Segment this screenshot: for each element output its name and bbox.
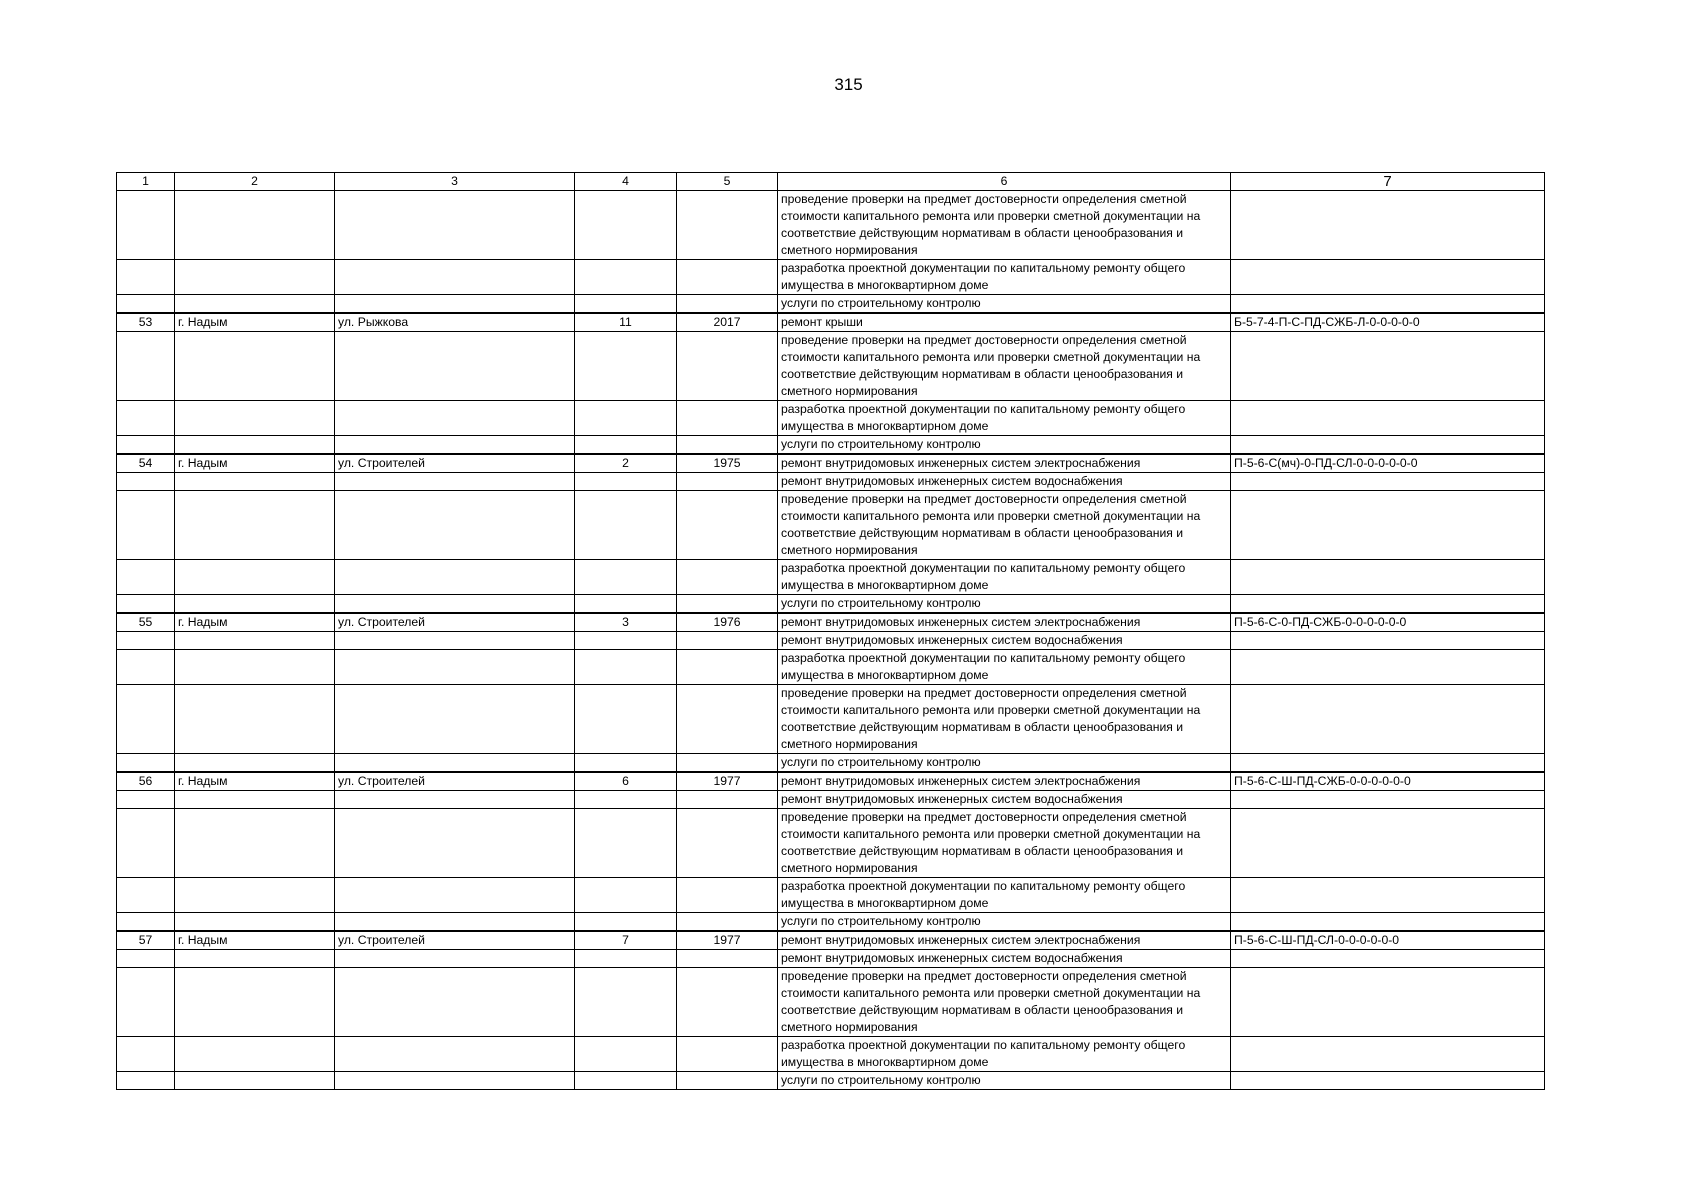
building-code-cell: П-5-6-С(мч)-0-ПД-СЛ-0-0-0-0-0-0	[1231, 454, 1545, 473]
building-code-cell	[1231, 191, 1545, 260]
city-cell	[175, 473, 335, 491]
year-cell	[677, 295, 778, 314]
row-number-cell	[117, 595, 175, 614]
work-type-cell: разработка проектной документации по капитальному ремонту общего имущества в многоквартирном доме	[778, 560, 1231, 595]
street-cell	[335, 191, 575, 260]
table-row	[117, 878, 1545, 913]
work-type-cell: проведение проверки на предмет достоверности определения сметной стоимости капитального ремонта или проверки сметной документации на соответствие действующим нормативам в области ценообразования и сметного нормирования	[778, 968, 1231, 1037]
street-cell: ул. Строителей	[335, 454, 575, 473]
work-type-cell: ремонт внутридомовых инженерных систем электроснабжения	[778, 454, 1231, 473]
house-number-cell: 7	[575, 931, 677, 950]
street-cell: ул. Рыжкова	[335, 313, 575, 332]
row-number-cell	[117, 913, 175, 932]
city-cell	[175, 878, 335, 913]
city-cell: г. Надым	[175, 313, 335, 332]
city-cell	[175, 595, 335, 614]
table-row	[117, 332, 1545, 401]
building-code-cell	[1231, 295, 1545, 314]
table-row	[117, 968, 1545, 1037]
building-code-cell	[1231, 260, 1545, 295]
year-cell: 2017	[677, 313, 778, 332]
work-type-cell: проведение проверки на предмет достоверности определения сметной стоимости капитального ремонта или проверки сметной документации на соответствие действующим нормативам в области ценообразования и сметного нормирования	[778, 491, 1231, 560]
street-cell	[335, 950, 575, 968]
row-number-cell	[117, 260, 175, 295]
header-cell-4: 4	[575, 173, 677, 191]
row-number-cell	[117, 878, 175, 913]
building-code-cell	[1231, 809, 1545, 878]
street-cell	[335, 878, 575, 913]
building-code-cell: П-5-6-С-Ш-ПД-СЖБ-0-0-0-0-0-0	[1231, 772, 1545, 791]
city-cell	[175, 1037, 335, 1072]
house-number-cell	[575, 191, 677, 260]
building-code-cell: Б-5-7-4-П-С-ПД-СЖБ-Л-0-0-0-0-0	[1231, 313, 1545, 332]
house-number-cell	[575, 685, 677, 754]
table-row	[117, 560, 1545, 595]
building-code-cell	[1231, 913, 1545, 932]
table-row	[117, 473, 1545, 491]
building-code-cell	[1231, 332, 1545, 401]
house-number-cell: 2	[575, 454, 677, 473]
house-number-cell	[575, 913, 677, 932]
house-number-cell	[575, 595, 677, 614]
building-code-cell	[1231, 950, 1545, 968]
row-number-cell	[117, 295, 175, 314]
year-cell	[677, 685, 778, 754]
city-cell	[175, 295, 335, 314]
row-number-cell	[117, 754, 175, 773]
row-number-cell	[117, 1037, 175, 1072]
row-number-cell	[117, 650, 175, 685]
building-code-cell	[1231, 436, 1545, 455]
year-cell	[677, 436, 778, 455]
row-number-cell	[117, 791, 175, 809]
year-cell	[677, 632, 778, 650]
row-number-cell: 54	[117, 454, 175, 473]
house-number-cell	[575, 295, 677, 314]
table-row	[117, 454, 1545, 473]
table-row	[117, 650, 1545, 685]
city-cell	[175, 632, 335, 650]
street-cell	[335, 650, 575, 685]
table-body	[117, 191, 1545, 1090]
house-number-cell	[575, 968, 677, 1037]
work-type-cell: услуги по строительному контролю	[778, 913, 1231, 932]
table-row	[117, 313, 1545, 332]
year-cell	[677, 491, 778, 560]
house-number-cell	[575, 878, 677, 913]
city-cell	[175, 560, 335, 595]
city-cell	[175, 332, 335, 401]
house-number-cell	[575, 650, 677, 685]
year-cell	[677, 595, 778, 614]
house-number-cell	[575, 791, 677, 809]
year-cell	[677, 650, 778, 685]
work-type-cell: ремонт внутридомовых инженерных систем водоснабжения	[778, 791, 1231, 809]
work-type-cell: проведение проверки на предмет достоверности определения сметной стоимости капитального ремонта или проверки сметной документации на соответствие действующим нормативам в области ценообразования и сметного нормирования	[778, 332, 1231, 401]
table-row	[117, 191, 1545, 260]
street-cell	[335, 791, 575, 809]
year-cell	[677, 560, 778, 595]
row-number-cell	[117, 632, 175, 650]
house-number-cell	[575, 332, 677, 401]
building-code-cell	[1231, 754, 1545, 773]
year-cell	[677, 260, 778, 295]
street-cell: ул. Строителей	[335, 613, 575, 632]
row-number-cell	[117, 1072, 175, 1090]
table-row	[117, 260, 1545, 295]
street-cell	[335, 491, 575, 560]
work-type-cell: ремонт внутридомовых инженерных систем водоснабжения	[778, 473, 1231, 491]
table-row	[117, 613, 1545, 632]
house-number-cell	[575, 809, 677, 878]
city-cell	[175, 401, 335, 436]
table-row	[117, 913, 1545, 932]
row-number-cell	[117, 401, 175, 436]
building-code-cell	[1231, 791, 1545, 809]
year-cell	[677, 332, 778, 401]
house-number-cell	[575, 950, 677, 968]
city-cell	[175, 950, 335, 968]
work-type-cell: ремонт внутридомовых инженерных систем электроснабжения	[778, 613, 1231, 632]
header-cell-3: 3	[335, 173, 575, 191]
work-type-cell: услуги по строительному контролю	[778, 1072, 1231, 1090]
work-type-cell: проведение проверки на предмет достоверности определения сметной стоимости капитального ремонта или проверки сметной документации на соответствие действующим нормативам в области ценообразования и сметного нормирования	[778, 685, 1231, 754]
header-cell-1: 1	[117, 173, 175, 191]
street-cell	[335, 436, 575, 455]
header-cell-5: 5	[677, 173, 778, 191]
building-code-cell	[1231, 473, 1545, 491]
year-cell: 1975	[677, 454, 778, 473]
work-type-cell: ремонт внутридомовых инженерных систем водоснабжения	[778, 632, 1231, 650]
table-row	[117, 685, 1545, 754]
house-number-cell	[575, 260, 677, 295]
table-row	[117, 809, 1545, 878]
city-cell	[175, 1072, 335, 1090]
table-row	[117, 595, 1545, 614]
year-cell	[677, 191, 778, 260]
work-type-cell: услуги по строительному контролю	[778, 754, 1231, 773]
city-cell	[175, 436, 335, 455]
year-cell	[677, 968, 778, 1037]
street-cell	[335, 295, 575, 314]
house-number-cell	[575, 560, 677, 595]
building-code-cell	[1231, 401, 1545, 436]
table-row	[117, 772, 1545, 791]
house-number-cell	[575, 401, 677, 436]
row-number-cell	[117, 950, 175, 968]
city-cell	[175, 491, 335, 560]
building-code-cell	[1231, 595, 1545, 614]
street-cell	[335, 1072, 575, 1090]
street-cell	[335, 1037, 575, 1072]
header-cell-6: 6	[778, 173, 1231, 191]
city-cell	[175, 791, 335, 809]
building-code-cell	[1231, 491, 1545, 560]
year-cell	[677, 809, 778, 878]
house-number-cell	[575, 632, 677, 650]
house-number-cell: 3	[575, 613, 677, 632]
table-row	[117, 931, 1545, 950]
street-cell	[335, 473, 575, 491]
work-type-cell: ремонт крыши	[778, 313, 1231, 332]
street-cell	[335, 685, 575, 754]
page-number: 315	[834, 75, 863, 94]
building-code-cell	[1231, 685, 1545, 754]
street-cell	[335, 595, 575, 614]
work-type-cell: разработка проектной документации по капитальному ремонту общего имущества в многоквартирном доме	[778, 650, 1231, 685]
row-number-cell: 56	[117, 772, 175, 791]
row-number-cell	[117, 191, 175, 260]
row-number-cell	[117, 809, 175, 878]
street-cell	[335, 560, 575, 595]
table-row	[117, 1072, 1545, 1090]
header-cell-7: 7	[1231, 173, 1545, 191]
street-cell	[335, 260, 575, 295]
street-cell	[335, 401, 575, 436]
table-row	[117, 436, 1545, 455]
house-number-cell	[575, 1072, 677, 1090]
city-cell	[175, 968, 335, 1037]
building-code-cell	[1231, 560, 1545, 595]
table-row	[117, 791, 1545, 809]
year-cell	[677, 1072, 778, 1090]
work-type-cell: услуги по строительному контролю	[778, 595, 1231, 614]
work-type-cell: ремонт внутридомовых инженерных систем электроснабжения	[778, 772, 1231, 791]
year-cell	[677, 401, 778, 436]
work-type-cell: разработка проектной документации по капитальному ремонту общего имущества в многоквартирном доме	[778, 260, 1231, 295]
row-number-cell	[117, 491, 175, 560]
street-cell: ул. Строителей	[335, 931, 575, 950]
row-number-cell	[117, 436, 175, 455]
row-number-cell	[117, 560, 175, 595]
work-type-cell: услуги по строительному контролю	[778, 436, 1231, 455]
house-number-cell: 6	[575, 772, 677, 791]
work-type-cell: ремонт внутридомовых инженерных систем водоснабжения	[778, 950, 1231, 968]
street-cell	[335, 754, 575, 773]
city-cell	[175, 685, 335, 754]
work-type-cell: разработка проектной документации по капитальному ремонту общего имущества в многоквартирном доме	[778, 878, 1231, 913]
row-number-cell	[117, 968, 175, 1037]
year-cell	[677, 473, 778, 491]
city-cell	[175, 260, 335, 295]
work-type-cell: разработка проектной документации по капитальному ремонту общего имущества в многоквартирном доме	[778, 1037, 1231, 1072]
row-number-cell: 53	[117, 313, 175, 332]
year-cell	[677, 913, 778, 932]
city-cell	[175, 809, 335, 878]
table-row	[117, 1037, 1545, 1072]
building-code-cell	[1231, 1072, 1545, 1090]
city-cell	[175, 913, 335, 932]
city-cell	[175, 754, 335, 773]
city-cell: г. Надым	[175, 772, 335, 791]
year-cell: 1977	[677, 772, 778, 791]
repair-schedule-table	[116, 172, 1545, 1090]
work-type-cell: проведение проверки на предмет достоверности определения сметной стоимости капитального ремонта или проверки сметной документации на соответствие действующим нормативам в области ценообразования и сметного нормирования	[778, 809, 1231, 878]
year-cell: 1977	[677, 931, 778, 950]
house-number-cell	[575, 491, 677, 560]
street-cell	[335, 809, 575, 878]
city-cell	[175, 650, 335, 685]
street-cell	[335, 913, 575, 932]
table-row	[117, 491, 1545, 560]
building-code-cell	[1231, 1037, 1545, 1072]
building-code-cell	[1231, 650, 1545, 685]
city-cell: г. Надым	[175, 931, 335, 950]
table-row	[117, 632, 1545, 650]
table-row	[117, 754, 1545, 773]
building-code-cell: П-5-6-С-Ш-ПД-СЛ-0-0-0-0-0-0	[1231, 931, 1545, 950]
row-number-cell	[117, 332, 175, 401]
year-cell	[677, 950, 778, 968]
header-row	[117, 173, 1545, 191]
work-type-cell: разработка проектной документации по капитальному ремонту общего имущества в многоквартирном доме	[778, 401, 1231, 436]
house-number-cell	[575, 436, 677, 455]
work-type-cell: ремонт внутридомовых инженерных систем электроснабжения	[778, 931, 1231, 950]
house-number-cell	[575, 754, 677, 773]
city-cell	[175, 191, 335, 260]
row-number-cell	[117, 473, 175, 491]
row-number-cell	[117, 685, 175, 754]
work-type-cell: услуги по строительному контролю	[778, 295, 1231, 314]
building-code-cell	[1231, 878, 1545, 913]
row-number-cell: 57	[117, 931, 175, 950]
house-number-cell: 11	[575, 313, 677, 332]
table-row	[117, 401, 1545, 436]
table-row	[117, 295, 1545, 314]
house-number-cell	[575, 1037, 677, 1072]
building-code-cell	[1231, 968, 1545, 1037]
building-code-cell: П-5-6-С-0-ПД-СЖБ-0-0-0-0-0-0	[1231, 613, 1545, 632]
house-number-cell	[575, 473, 677, 491]
year-cell: 1976	[677, 613, 778, 632]
city-cell: г. Надым	[175, 454, 335, 473]
row-number-cell: 55	[117, 613, 175, 632]
year-cell	[677, 878, 778, 913]
street-cell	[335, 968, 575, 1037]
street-cell: ул. Строителей	[335, 772, 575, 791]
table-row	[117, 950, 1545, 968]
year-cell	[677, 754, 778, 773]
building-code-cell	[1231, 632, 1545, 650]
street-cell	[335, 332, 575, 401]
street-cell	[335, 632, 575, 650]
city-cell: г. Надым	[175, 613, 335, 632]
header-cell-2: 2	[175, 173, 335, 191]
year-cell	[677, 1037, 778, 1072]
year-cell	[677, 791, 778, 809]
work-type-cell: проведение проверки на предмет достоверности определения сметной стоимости капитального ремонта или проверки сметной документации на соответствие действующим нормативам в области ценообразования и сметного нормирования	[778, 191, 1231, 260]
